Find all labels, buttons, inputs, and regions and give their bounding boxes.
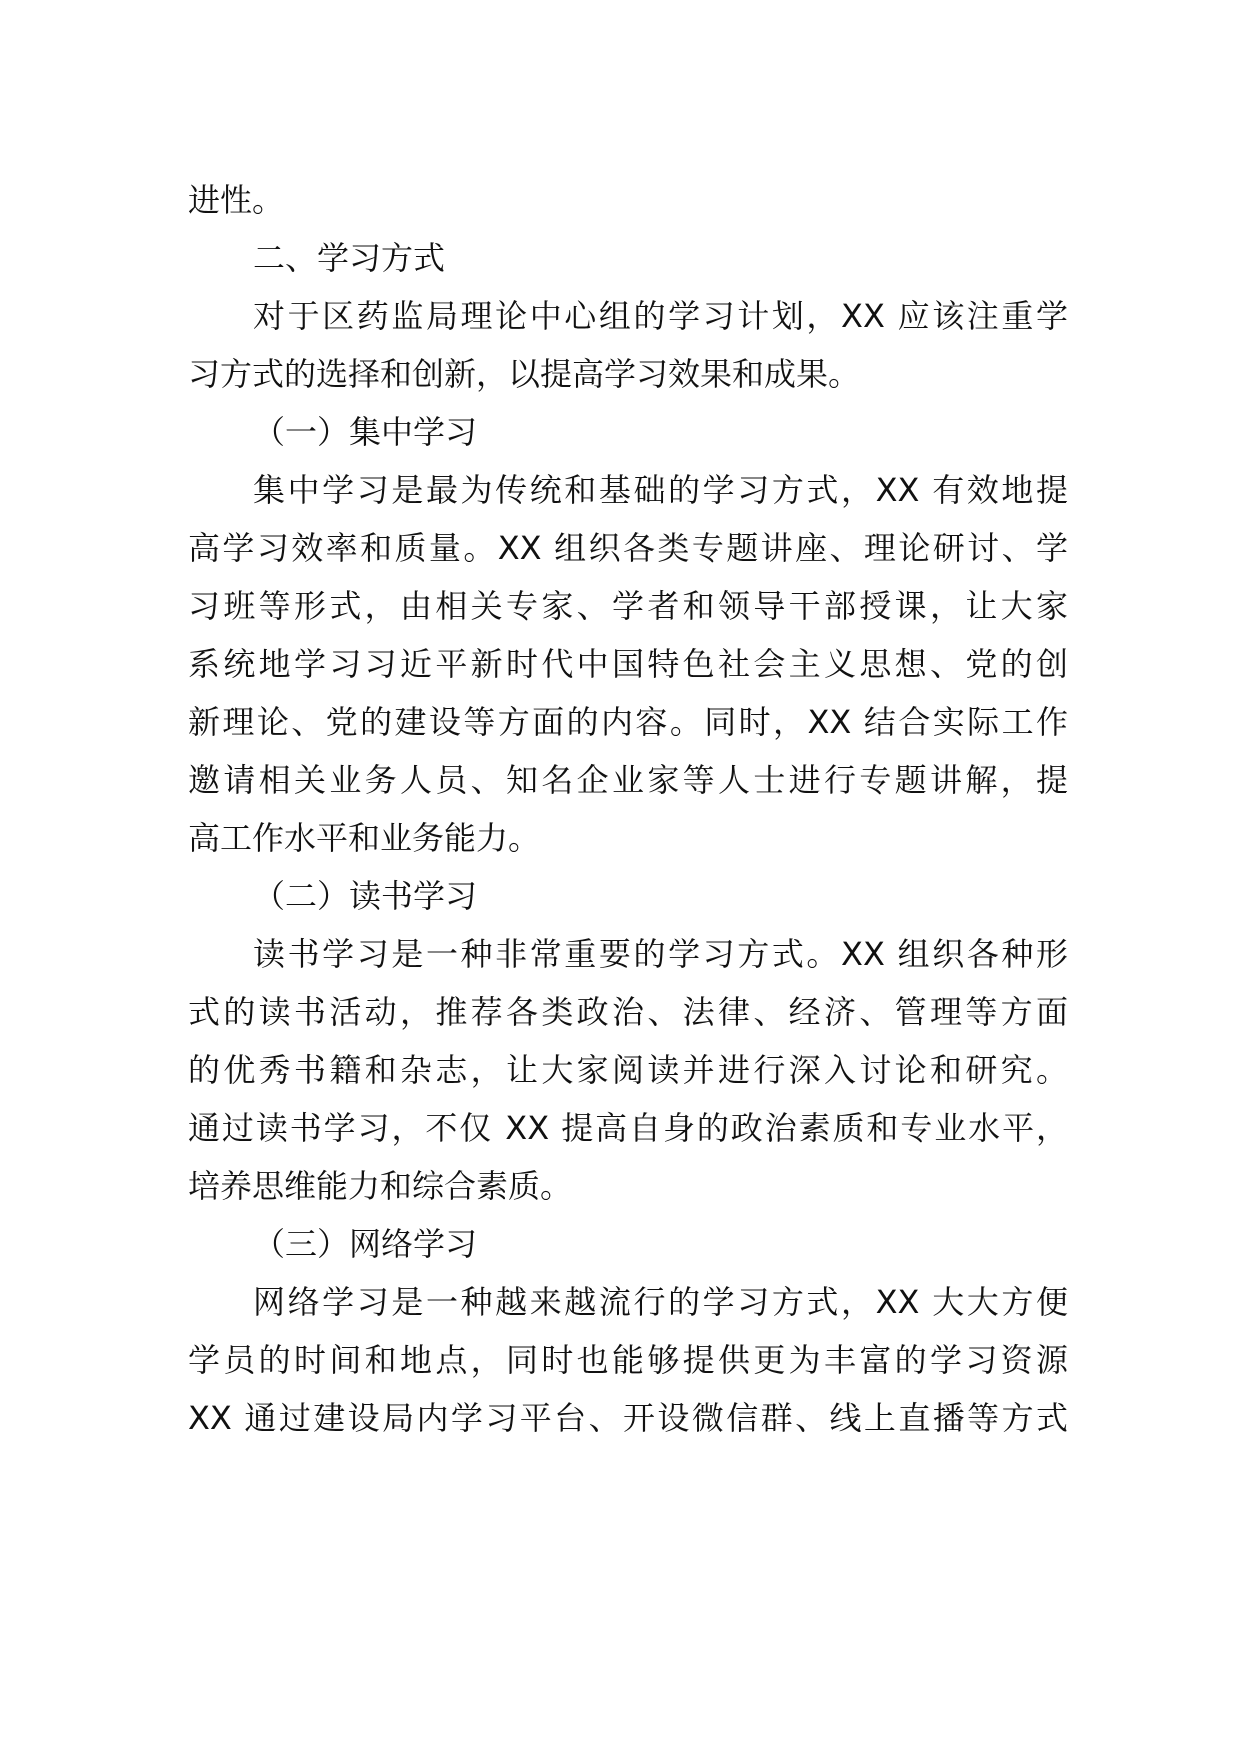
paragraph-line: 式的读书活动，推荐各类政治、法律、经济、管理等方面 (188, 993, 1068, 1031)
paragraph-line: 通过读书学习，不仅 XX 提高自身的政治素质和专业水平， (188, 1109, 1068, 1147)
subsection-heading: （二）读书学习 (253, 877, 478, 915)
paragraph-line: 高工作水平和业务能力。 (188, 819, 541, 857)
paragraph-line: 习班等形式，由相关专家、学者和领导干部授课，让大家 (188, 587, 1068, 625)
paragraph-line: 新理论、党的建设等方面的内容。同时，XX 结合实际工作 (188, 703, 1068, 741)
paragraph-line: 网络学习是一种越来越流行的学习方式，XX 大大方便 (253, 1283, 1068, 1321)
paragraph-line: 学员的时间和地点，同时也能够提供更为丰富的学习资源 (188, 1341, 1068, 1379)
section-heading: 二、学习方式 (253, 239, 446, 277)
paragraph-line: 进性。 (188, 181, 285, 219)
paragraph-line: 习方式的选择和创新，以提高学习效果和成果。 (188, 355, 861, 393)
paragraph-line: 高学习效率和质量。XX 组织各类专题讲座、理论研讨、学 (188, 529, 1068, 567)
paragraph-line: 培养思维能力和综合素质。 (188, 1167, 573, 1205)
paragraph-line: 的优秀书籍和杂志，让大家阅读并进行深入讨论和研究。 (188, 1051, 1068, 1089)
subsection-heading: （三）网络学习 (253, 1225, 478, 1263)
paragraph-line: 邀请相关业务人员、知名企业家等人士进行专题讲解，提 (188, 761, 1068, 799)
paragraph-line: 读书学习是一种非常重要的学习方式。XX 组织各种形 (253, 935, 1068, 973)
paragraph-line: XX 通过建设局内学习平台、开设微信群、线上直播等方式 (188, 1399, 1068, 1437)
paragraph-line: 对于区药监局理论中心组的学习计划，XX 应该注重学 (253, 297, 1068, 335)
paragraph-line: 系统地学习习近平新时代中国特色社会主义思想、党的创 (188, 645, 1068, 683)
subsection-heading: （一）集中学习 (253, 413, 478, 451)
paragraph-line: 集中学习是最为传统和基础的学习方式，XX 有效地提 (253, 471, 1068, 509)
